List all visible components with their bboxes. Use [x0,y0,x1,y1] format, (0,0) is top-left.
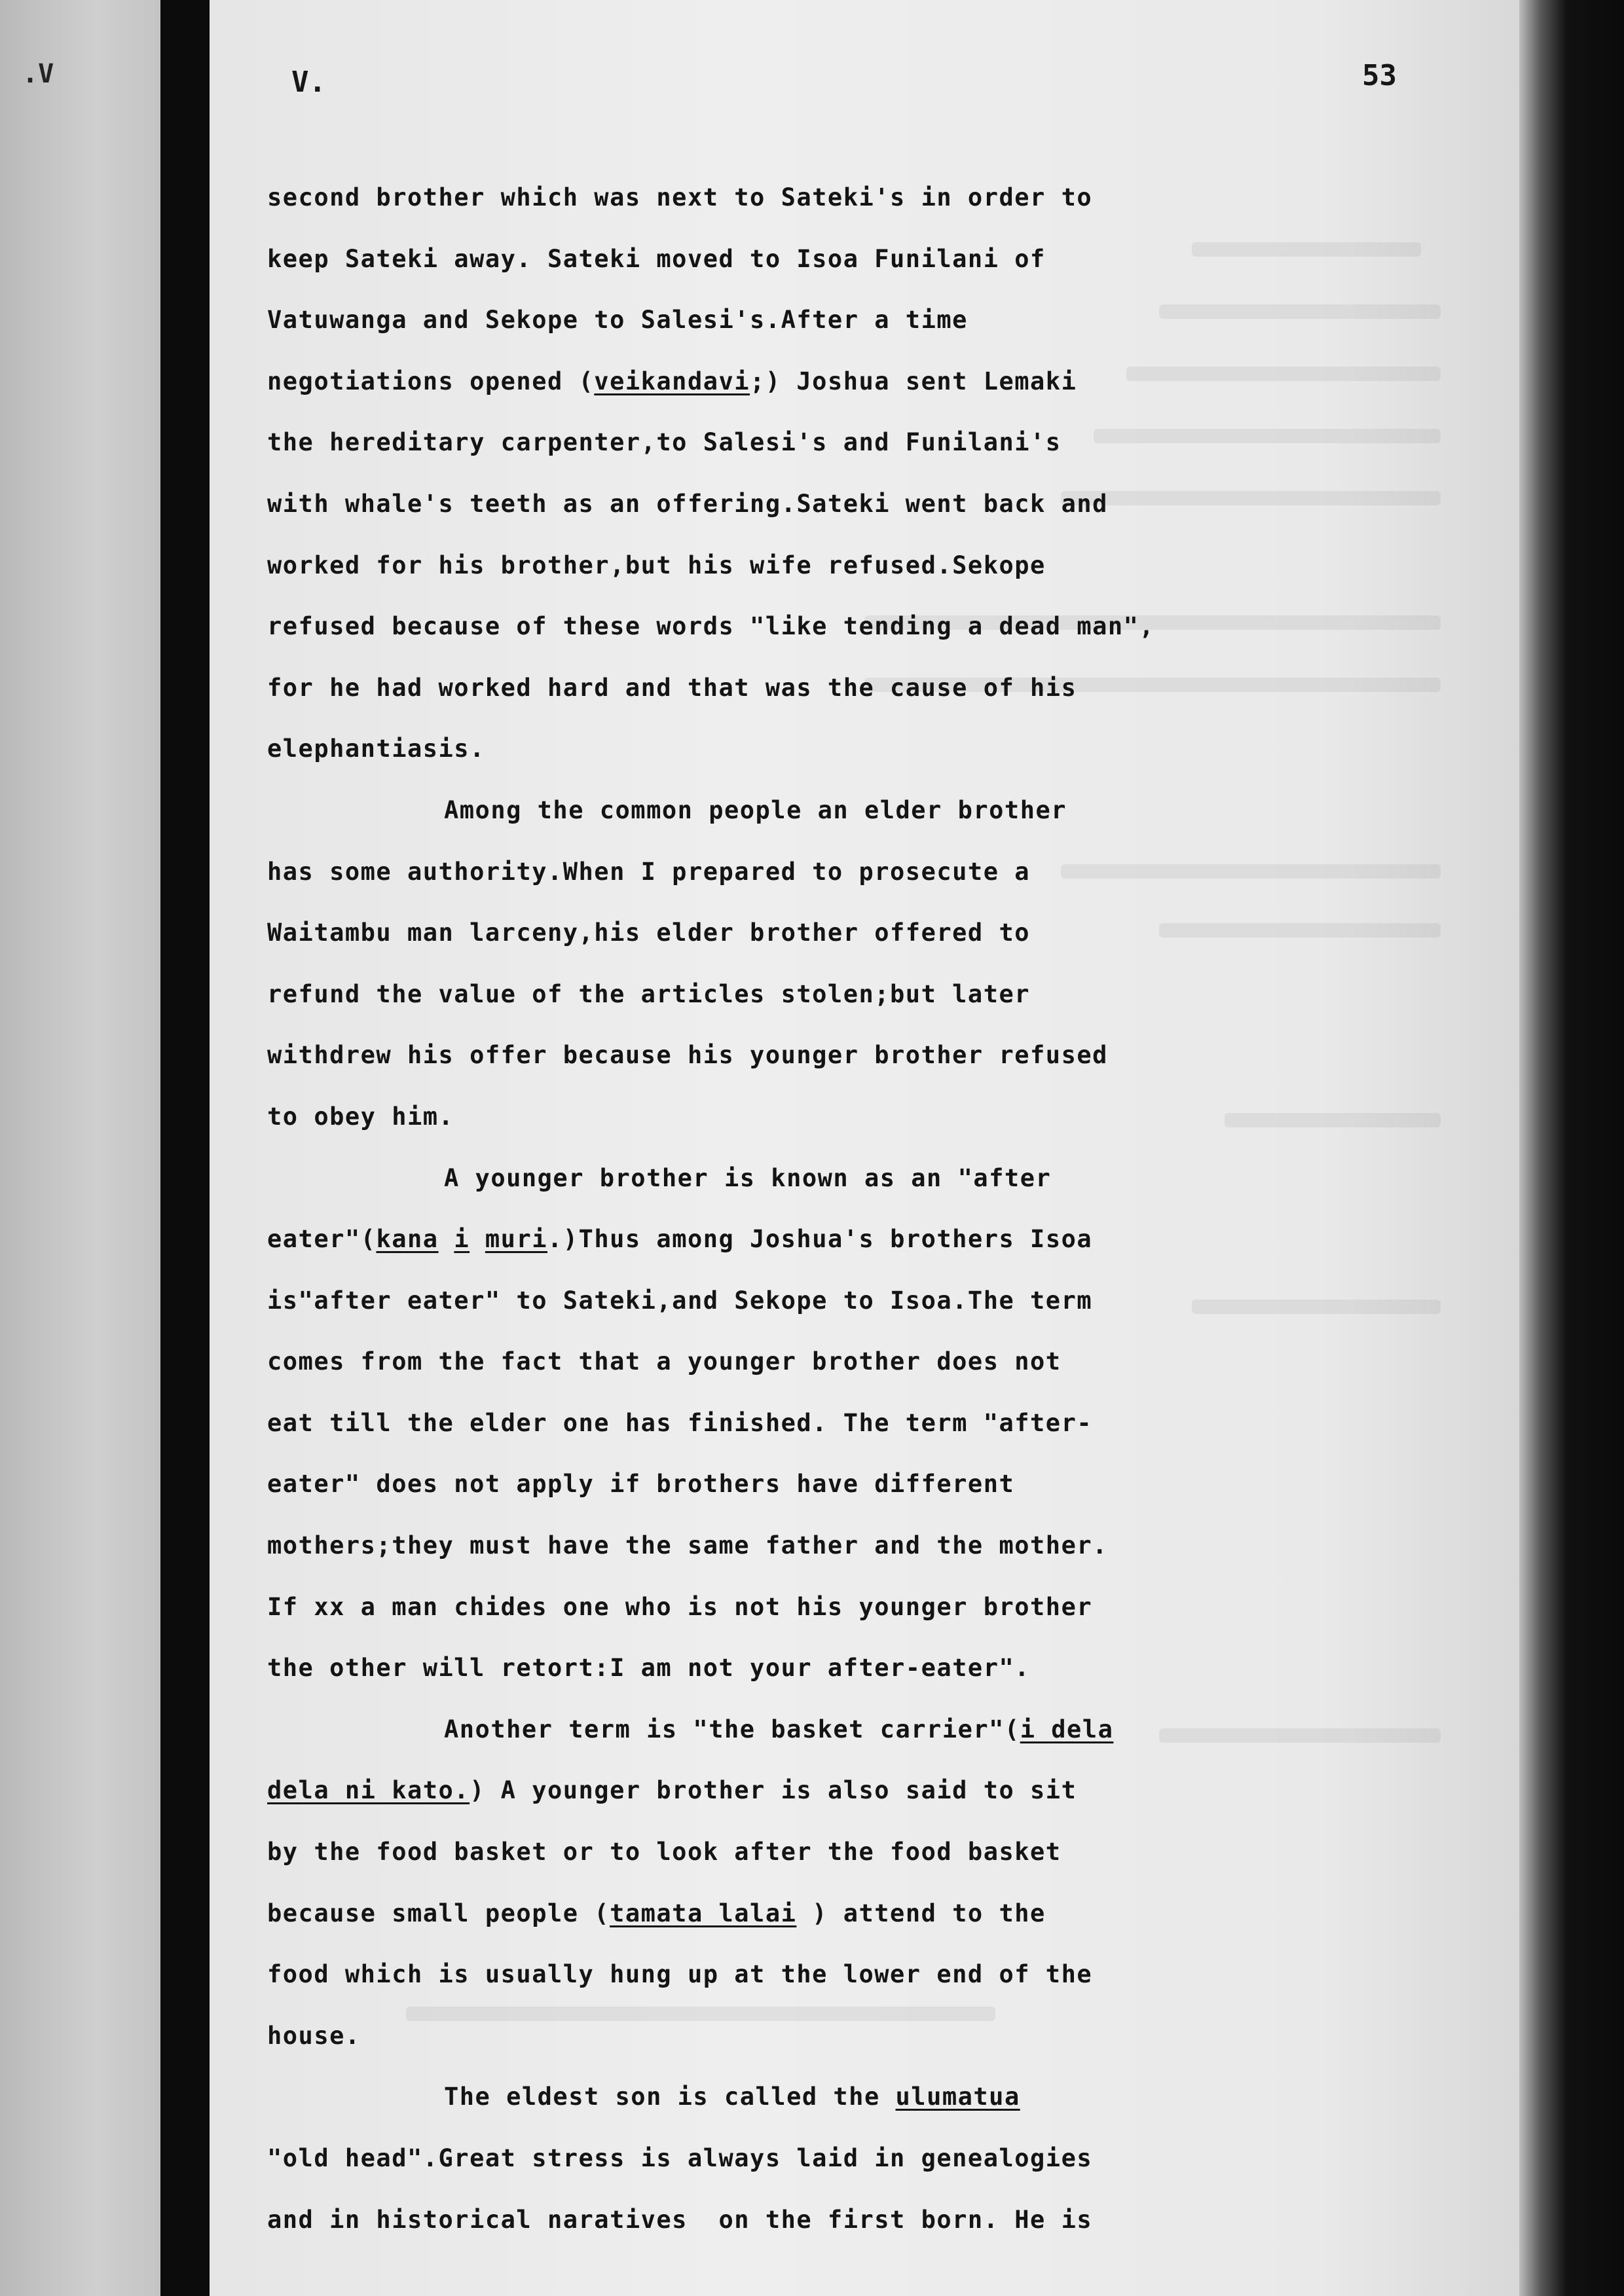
text-run: Among the common people an elder brother [444,795,1067,824]
text-line [267,1393,1498,1454]
text-line [267,718,1498,780]
text-line [267,228,1498,290]
facing-page [0,0,160,2296]
page-edge [1519,0,1624,2296]
text-line [267,2189,1498,2251]
text-run: by the food basket or to look after the food basket [267,1838,1061,1867]
text-run [439,1225,454,1253]
section-number: V. [291,65,326,99]
text-line [267,596,1498,657]
text-run: The eldest son is called the [444,2083,896,2111]
text-run: ) A younger brother is also said to sit [470,1776,1077,1805]
text-run: with whale's teeth as an offering.Sateki went back and [267,489,1108,518]
underlined-term: dela ni kato. [267,1776,470,1805]
text-run: refused because of these words "like tending a dead man", [267,612,1155,641]
paragraph-first-line [267,780,1498,841]
text-run: food which is usually hung up at the lower end of the [267,1960,1093,1989]
underlined-term: muri [485,1225,547,1254]
text-line [267,1760,1498,1821]
text-run: ;) Joshua sent Lemaki [750,367,1077,395]
text-line [267,1453,1498,1515]
text-line [267,473,1498,535]
underlined-term: veikandavi [594,367,750,395]
text-line [267,2005,1498,2067]
text-run: eat till the elder one has finished. The term "after- [267,1408,1093,1437]
text-run: mothers;they must have the same father and the mother. [267,1531,1108,1560]
text-run: the hereditary carpenter,to Salesi's and Funilani's [267,428,1061,457]
page-number: 53 [1362,59,1397,92]
paragraph-first-line [267,2066,1498,2128]
text-line [267,1883,1498,1944]
underlined-term: i dela [1020,1715,1114,1743]
text-line [267,1821,1498,1883]
underlined-term: tamata lalai [610,1899,797,1927]
text-run: "old head".Great stress is always laid in genealogies [267,2144,1093,2172]
text-line [267,657,1498,719]
text-run: is"after eater" to Sateki,and Sekope to Isoa.The term [267,1286,1093,1315]
text-run: Another term is "the basket carrier"( [444,1715,1020,1743]
text-line [267,1270,1498,1332]
text-run: house. [267,2021,361,2050]
text-run: has some authority.When I prepared to prosecute a [267,857,1031,886]
underlined-term: ulumatua [895,2083,1020,2111]
text-line [267,902,1498,964]
text-run: eater"( [267,1225,377,1254]
text-line [267,1331,1498,1393]
text-line [267,289,1498,351]
text-run: keep Sateki away. Sateki moved to Isoa Funilani of [267,244,1046,273]
text-run: to obey him. [267,1102,454,1131]
text-line [267,841,1498,903]
text-run: refund the value of the articles stolen;but later [267,979,1031,1008]
text-run: second brother which was next to Sateki's in order to [267,183,1093,211]
text-run: A younger brother is known as an "after [444,1163,1052,1192]
text-line [267,1576,1498,1638]
underlined-term: kana [376,1225,439,1254]
text-run: the other will retort:I am not your after-eater". [267,1654,1031,1683]
text-line [267,351,1498,412]
underlined-term: i [454,1225,470,1254]
text-line [267,1086,1498,1148]
text-line [267,1944,1498,2005]
text-line [267,1025,1498,1086]
text-line [267,535,1498,596]
text-run: because small people ( [267,1899,610,1927]
paragraph-first-line [267,1699,1498,1760]
text-run: worked for his brother,but his wife refused.Sekope [267,551,1046,579]
text-run: for he had worked hard and that was the cause of his [267,673,1077,702]
text-run [470,1225,485,1253]
text-run: Vatuwanga and Sekope to Salesi's.After a time [267,306,968,335]
text-line [267,412,1498,473]
text-run: .)Thus among Joshua's brothers Isoa [547,1225,1093,1254]
text-line [267,2128,1498,2189]
text-run: withdrew his offer because his younger brother refused [267,1041,1108,1070]
text-run: comes from the fact that a younger brother does not [267,1347,1061,1376]
text-line [267,167,1498,228]
text-run: and in historical naratives on the first born. He is [267,2205,1093,2234]
text-run: elephantiasis. [267,735,485,763]
text-line [267,1209,1498,1270]
text-line [267,1515,1498,1576]
text-run: eater" does not apply if brothers have different [267,1470,1015,1499]
text-run: ) attend to the [796,1899,1046,1927]
text-run: negotiations opened ( [267,367,595,395]
facing-page-mark: .V [22,59,54,89]
text-line [267,1637,1498,1699]
typed-text-body [267,167,1498,2250]
text-line [267,964,1498,1025]
binding-gutter [160,0,210,2296]
paragraph-first-line [267,1148,1498,1209]
text-run: Waitambu man larceny,his elder brother offered to [267,919,1031,947]
text-run: If xx a man chides one who is not his younger brother [267,1592,1093,1621]
